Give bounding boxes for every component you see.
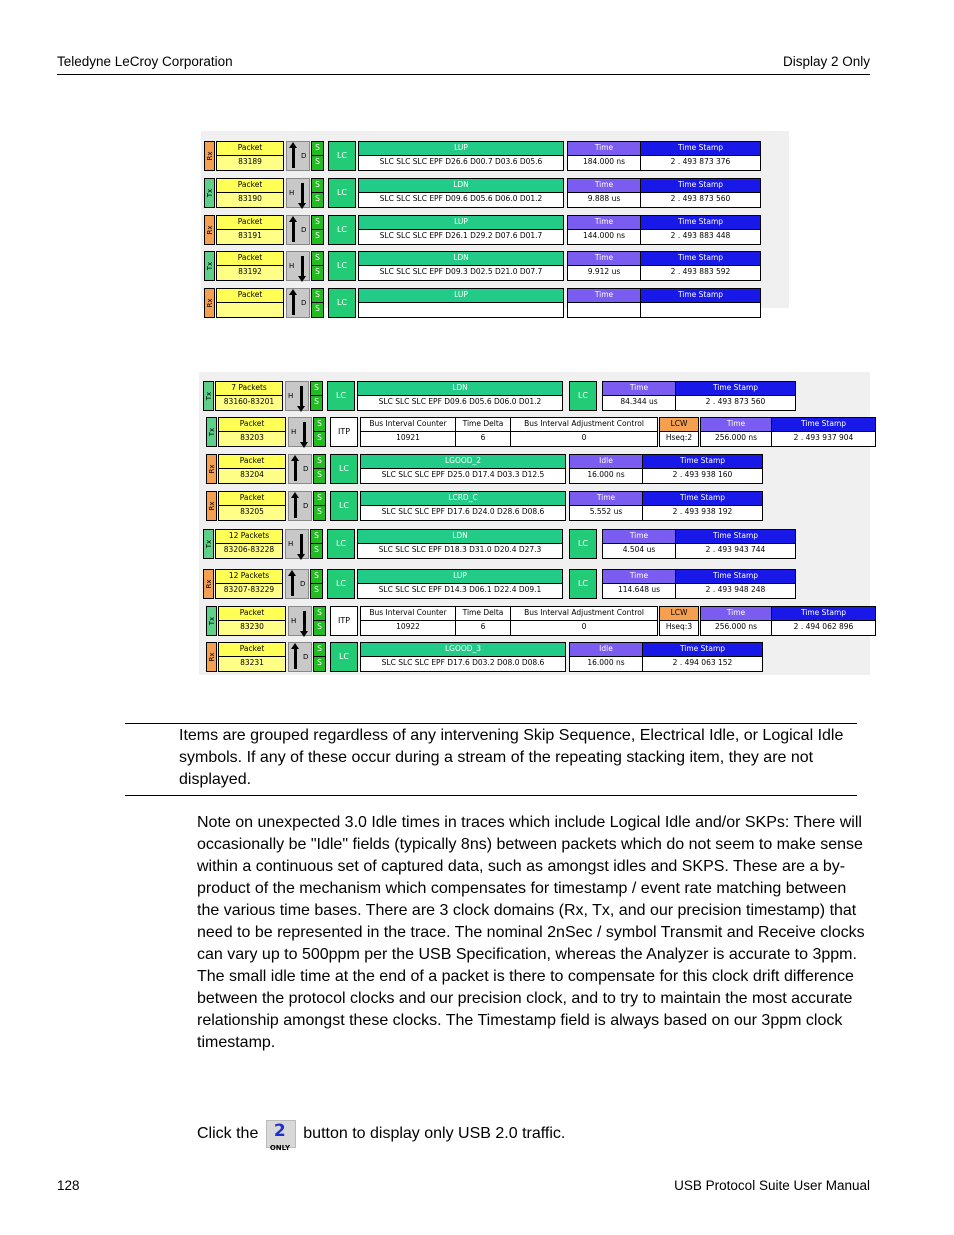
sync-s-top: S: [311, 215, 324, 230]
time-label: Time: [602, 569, 676, 584]
protocol-label: LUP: [358, 215, 564, 230]
time-label: Time: [602, 381, 676, 396]
packet-type-itp: ITP: [330, 417, 358, 447]
trace-row[interactable]: [203, 381, 883, 411]
packet-number: 83190: [216, 192, 284, 208]
protocol-label: LDN: [357, 381, 563, 396]
sync-s-top: S: [310, 569, 323, 584]
direction-cell: [204, 141, 215, 171]
trace-row[interactable]: [203, 569, 883, 599]
packet-label: Packet: [216, 288, 284, 303]
packet-number: 83206-83228: [215, 543, 283, 559]
direction-label: Rx: [208, 501, 216, 511]
protocol-label: LCRD_C: [360, 491, 566, 506]
trace-row[interactable]: [206, 491, 886, 521]
timestamp-label: Time Stamp: [642, 642, 763, 657]
packet-number: 83207-83229: [215, 583, 283, 599]
direction-label: Rx: [206, 298, 214, 308]
timestamp-value: 2 . 493 938 160: [642, 468, 763, 484]
sync-s-top: S: [313, 491, 326, 506]
packet-type-lc: LC: [327, 381, 355, 411]
time-value: 114.648 us: [602, 583, 676, 599]
host-device-letter: H: [288, 392, 294, 400]
sync-s-bottom: S: [310, 395, 323, 411]
host-device-letter: H: [288, 540, 294, 548]
sync-s-top: S: [313, 606, 326, 621]
direction-label: Tx: [206, 188, 214, 198]
time-value: 9.912 us: [567, 265, 641, 281]
time-value: 144.000 ns: [567, 229, 641, 245]
timestamp-value: 2 . 493 883 592: [640, 265, 761, 281]
host-device-letter: D: [300, 580, 306, 588]
itp-field-value: 10921: [360, 431, 456, 447]
direction-arrow-box: [288, 491, 312, 521]
trace-figure-1: [201, 131, 789, 314]
protocol-label: LDN: [358, 178, 564, 193]
trace-row[interactable]: [206, 606, 886, 636]
direction-arrow-box: [286, 215, 310, 245]
host-device-letter: D: [301, 225, 307, 234]
host-device-letter: H: [289, 188, 295, 197]
down-arrow-icon: [300, 534, 303, 556]
direction-label: Rx: [208, 652, 216, 662]
note-top-rule: [125, 723, 857, 724]
direction-label: Rx: [205, 579, 213, 589]
sync-s-bottom: S: [311, 265, 324, 281]
protocol-label: LDN: [358, 251, 564, 266]
trace-row[interactable]: [206, 417, 886, 447]
time-value: 256.000 ns: [700, 431, 772, 447]
symbols-value: SLC SLC SLC EPF D09.6 D05.6 D06.0 D01.2: [358, 192, 564, 208]
itp-field-label: Bus Interval Counter: [360, 417, 456, 432]
footer-manual-title: USB Protocol Suite User Manual: [674, 1178, 870, 1193]
time-label: Time: [567, 178, 641, 193]
timestamp-value: 2 . 493 883 448: [640, 229, 761, 245]
sync-s-top: S: [311, 288, 324, 303]
timestamp-value: 2 . 494 063 152: [642, 656, 763, 672]
sync-s-bottom: S: [311, 155, 324, 171]
symbols-value: SLC SLC SLC EPF D26.6 D00.7 D03.6 D05.6: [358, 155, 564, 171]
time-value: 256.000 ns: [700, 620, 772, 636]
time-label: Time: [567, 141, 641, 156]
sync-s-bottom: S: [311, 192, 324, 208]
sync-s-bottom: S: [313, 620, 326, 636]
itp-field-value: 0: [510, 620, 658, 636]
packet-label: Packet: [218, 491, 286, 506]
up-arrow-icon: [292, 220, 295, 242]
trace-row[interactable]: [206, 642, 886, 672]
trace-row[interactable]: [204, 288, 884, 318]
protocol-label: LGOOD_2: [360, 454, 566, 469]
time-label: Time: [700, 417, 772, 432]
protocol-label: LUP: [358, 141, 564, 156]
timestamp-value: 2 . 494 062 896: [771, 620, 876, 636]
click-text-before: Click the: [197, 1125, 259, 1143]
sync-s-bottom: S: [313, 468, 326, 484]
lcw-label: LCW: [659, 606, 699, 621]
packet-type-lc: LC: [327, 569, 355, 599]
direction-arrow-box: [286, 141, 310, 171]
sync-s-top: S: [311, 141, 324, 156]
timestamp-value: 2 . 493 937 904: [771, 431, 876, 447]
packet-label: Packet: [218, 642, 286, 657]
host-device-letter: D: [303, 653, 309, 661]
direction-arrow-box: [288, 454, 312, 484]
symbols-value: SLC SLC SLC EPF D17.6 D03.2 D08.0 D08.6: [360, 656, 566, 672]
sync-s-top: S: [311, 178, 324, 193]
down-arrow-icon: [300, 386, 303, 408]
itp-field-label: Bus Interval Counter: [360, 606, 456, 621]
lcw-hseq: Hseq:3: [659, 620, 699, 636]
packet-number: [216, 302, 284, 318]
direction-cell: [204, 288, 215, 318]
itp-field-value: 6: [455, 431, 511, 447]
time-value: 9.888 us: [567, 192, 641, 208]
trace-row[interactable]: [204, 141, 884, 171]
time-label: Time: [567, 288, 641, 303]
trace-row[interactable]: [206, 454, 886, 484]
timestamp-label: Time Stamp: [642, 491, 763, 506]
packet-type-lc: LC: [330, 491, 358, 521]
timestamp-value: 2 . 493 948 248: [675, 583, 796, 599]
host-device-letter: H: [291, 428, 297, 436]
timestamp-label: Time Stamp: [642, 454, 763, 469]
direction-cell: [204, 251, 215, 281]
packet-type-lc: LC: [328, 288, 356, 318]
packet-type-lc: LC: [328, 215, 356, 245]
direction-label: Tx: [205, 391, 213, 401]
symbols-value: SLC SLC SLC EPF D09.3 D02.5 D21.0 D07.7: [358, 265, 564, 281]
packet-label: Packet: [218, 417, 286, 432]
time-value: 5.552 us: [569, 505, 643, 521]
protocol-label: LGOOD_3: [360, 642, 566, 657]
timestamp-label: Time Stamp: [640, 141, 761, 156]
direction-arrow-box: [286, 251, 310, 281]
host-device-letter: D: [303, 502, 309, 510]
direction-arrow-box: [286, 178, 310, 208]
idle-times-paragraph: Note on unexpected 3.0 Idle times in traces which include Logical Idle and/or SKPs: There will occasionally be "Idle" fields (typically 8ns) between packets which do not seem to make sense within a continuous set of captured data, such as amongst idles and SKPS. These are a by-product of the mechanism which compensates for timestamp / event rate matching between the various time bases. There are 3 clock domains (Rx, Tx, and our precision timestamp) that need to be represented in the trace. The nominal 2nSec / symbol Transmit and Receive clocks can vary up to 500ppm per the USB Specification, whereas the Analyzer is accurate to 3ppm. The small idle time at the end of a packet is there to compensate for this clock drift difference between the protocol clocks and our precision clock, and to try to maintain the most accurate relationship amongst these clocks. The Timestamp field is always based on our 3ppm clock timestamp.: [197, 814, 865, 1051]
up-arrow-icon: [294, 459, 297, 481]
symbols-value: SLC SLC SLC EPF D14.3 D06.1 D22.4 D09.1: [357, 583, 563, 599]
trace-figure-2: [199, 372, 870, 675]
symbols-value: [358, 302, 564, 318]
packet-label: Packet: [216, 215, 284, 230]
trace-row[interactable]: [204, 215, 884, 245]
click-text-after: button to display only USB 2.0 traffic.: [303, 1125, 566, 1143]
itp-field-label: Time Delta: [455, 417, 511, 432]
protocol-label: LUP: [358, 288, 564, 303]
direction-arrow-box: [288, 606, 312, 636]
host-device-letter: H: [291, 617, 297, 625]
packet-type-lc-2: LC: [569, 381, 597, 411]
timestamp-label: Time Stamp: [640, 288, 761, 303]
up-arrow-icon: [292, 146, 295, 168]
sync-s-bottom: S: [311, 229, 324, 245]
direction-cell: [203, 529, 214, 559]
direction-label: Tx: [208, 427, 216, 437]
host-device-letter: D: [301, 299, 307, 308]
timestamp-label: Time Stamp: [675, 529, 796, 544]
time-label: Idle: [569, 642, 643, 657]
packet-label: 12 Packets: [215, 529, 283, 544]
time-value: 84.344 us: [602, 395, 676, 411]
direction-cell: [206, 491, 217, 521]
timestamp-label: Time Stamp: [675, 381, 796, 396]
direction-arrow-box: [288, 642, 312, 672]
symbols-value: SLC SLC SLC EPF D18.3 D31.0 D20.4 D27.3: [357, 543, 563, 559]
page-header-right: Display 2 Only: [782, 54, 870, 69]
itp-field-value: 6: [455, 620, 511, 636]
direction-cell: [206, 642, 217, 672]
packet-label: Packet: [216, 141, 284, 156]
page-header-left: Teledyne LeCroy Corporation: [57, 54, 233, 69]
packet-label: Packet: [218, 454, 286, 469]
packet-type-lc: LC: [328, 251, 356, 281]
sync-s-top: S: [313, 454, 326, 469]
up-arrow-icon: [292, 293, 295, 315]
packet-number: 83160-83201: [215, 395, 283, 411]
click-instruction: [197, 1120, 566, 1152]
time-label: Time: [567, 251, 641, 266]
sync-s-top: S: [313, 417, 326, 432]
page-number: 128: [57, 1178, 80, 1193]
time-label: Time: [700, 606, 772, 621]
itp-field-label: Bus Interval Adjustment Control: [510, 417, 658, 432]
timestamp-label: Time Stamp: [640, 251, 761, 266]
time-label: Time: [569, 491, 643, 506]
packet-label: Packet: [218, 606, 286, 621]
up-arrow-icon: [294, 647, 297, 669]
itp-field-label: Bus Interval Adjustment Control: [510, 606, 658, 621]
packet-number: 83205: [218, 505, 286, 521]
lcw-label: LCW: [659, 417, 699, 432]
up-arrow-icon: [294, 496, 297, 518]
display-2-only-button-icon: [266, 1120, 296, 1152]
sync-s-bottom: S: [313, 656, 326, 672]
sync-s-top: S: [311, 251, 324, 266]
sync-s-bottom: S: [311, 302, 324, 318]
sync-s-bottom: S: [310, 583, 323, 599]
down-arrow-icon: [303, 611, 306, 633]
packet-number: 83231: [218, 656, 286, 672]
direction-cell: [203, 381, 214, 411]
time-value: 4.504 us: [602, 543, 676, 559]
host-device-letter: H: [289, 262, 295, 271]
symbols-value: SLC SLC SLC EPF D26.1 D29.2 D07.6 D01.7: [358, 229, 564, 245]
trace-row[interactable]: [203, 529, 883, 559]
packet-type-lc: LC: [328, 141, 356, 171]
protocol-label: LUP: [357, 569, 563, 584]
direction-cell: [203, 569, 214, 599]
packet-number: 83203: [218, 431, 286, 447]
direction-label: Tx: [206, 262, 214, 271]
host-device-letter: D: [301, 152, 307, 160]
note-bottom-rule: [125, 795, 857, 796]
timestamp-label: Time Stamp: [771, 417, 876, 432]
direction-arrow-box: [285, 569, 309, 599]
time-value: [567, 302, 641, 318]
packet-type-lc: LC: [330, 642, 358, 672]
packet-label: Packet: [216, 178, 284, 193]
packet-number: 83230: [218, 620, 286, 636]
timestamp-value: [640, 302, 761, 318]
packet-type-lc: LC: [327, 529, 355, 559]
direction-cell: [206, 417, 217, 447]
timestamp-label: Time Stamp: [640, 178, 761, 193]
host-device-letter: D: [303, 465, 309, 473]
direction-label: Tx: [208, 616, 216, 626]
packet-type-lc: LC: [330, 454, 358, 484]
direction-cell: [204, 215, 215, 245]
direction-cell: [206, 454, 217, 484]
timestamp-value: 2 . 493 938 192: [642, 505, 763, 521]
packet-type-lc-2: LC: [569, 569, 597, 599]
itp-field-value: 0: [510, 431, 658, 447]
sync-s-top: S: [310, 381, 323, 396]
timestamp-value: 2 . 493 943 744: [675, 543, 796, 559]
packet-number: 83191: [216, 229, 284, 245]
symbols-value: SLC SLC SLC EPF D17.6 D24.0 D28.6 D08.6: [360, 505, 566, 521]
sync-s-bottom: S: [313, 431, 326, 447]
direction-cell: [206, 606, 217, 636]
down-arrow-icon: [301, 183, 304, 205]
up-arrow-icon: [291, 574, 294, 596]
protocol-label: LDN: [357, 529, 563, 544]
direction-arrow-box: [285, 381, 309, 411]
direction-label: Rx: [206, 151, 214, 161]
button-icon-number: 2: [273, 1121, 286, 1141]
packet-label: 7 Packets: [215, 381, 283, 396]
sync-s-bottom: S: [310, 543, 323, 559]
direction-arrow-box: [285, 529, 309, 559]
itp-field-label: Time Delta: [455, 606, 511, 621]
direction-label: Tx: [205, 539, 213, 549]
time-label: Idle: [569, 454, 643, 469]
header-rule: [57, 74, 870, 75]
direction-label: Rx: [208, 464, 216, 474]
timestamp-value: 2 . 493 873 376: [640, 155, 761, 171]
button-icon-caption: ONLY: [269, 1144, 291, 1152]
time-label: Time: [602, 529, 676, 544]
packet-type-lc: LC: [328, 178, 356, 208]
note-text: Items are grouped regardless of any intervening Skip Sequence, Electrical Idle, or Logical Idle symbols. If any of these occur during a stream of the repeating stacking item, they are not displayed.: [179, 727, 844, 788]
sync-s-top: S: [313, 642, 326, 657]
packet-number: 83189: [216, 155, 284, 171]
packet-type-itp: ITP: [330, 606, 358, 636]
symbols-value: SLC SLC SLC EPF D09.6 D05.6 D06.0 D01.2: [357, 395, 563, 411]
direction-arrow-box: [288, 417, 312, 447]
packet-type-lc-2: LC: [569, 529, 597, 559]
trace-row[interactable]: [204, 251, 884, 281]
timestamp-label: Time Stamp: [771, 606, 876, 621]
sync-s-bottom: S: [313, 505, 326, 521]
packet-label: Packet: [216, 251, 284, 266]
time-value: 184.000 ns: [567, 155, 641, 171]
down-arrow-icon: [301, 256, 304, 278]
lcw-hseq: Hseq:2: [659, 431, 699, 447]
packet-number: 83204: [218, 468, 286, 484]
symbols-value: SLC SLC SLC EPF D25.0 D17.4 D03.3 D12.5: [360, 468, 566, 484]
direction-cell: [204, 178, 215, 208]
timestamp-label: Time Stamp: [640, 215, 761, 230]
timestamp-value: 2 . 493 873 560: [675, 395, 796, 411]
trace-row[interactable]: [204, 178, 884, 208]
packet-number: 83192: [216, 265, 284, 281]
down-arrow-icon: [303, 422, 306, 444]
itp-field-value: 10922: [360, 620, 456, 636]
time-value: 16.000 ns: [569, 468, 643, 484]
direction-arrow-box: [286, 288, 310, 318]
time-value: 16.000 ns: [569, 656, 643, 672]
direction-label: Rx: [206, 225, 214, 235]
time-label: Time: [567, 215, 641, 230]
timestamp-value: 2 . 493 873 560: [640, 192, 761, 208]
timestamp-label: Time Stamp: [675, 569, 796, 584]
sync-s-top: S: [310, 529, 323, 544]
packet-label: 12 Packets: [215, 569, 283, 584]
